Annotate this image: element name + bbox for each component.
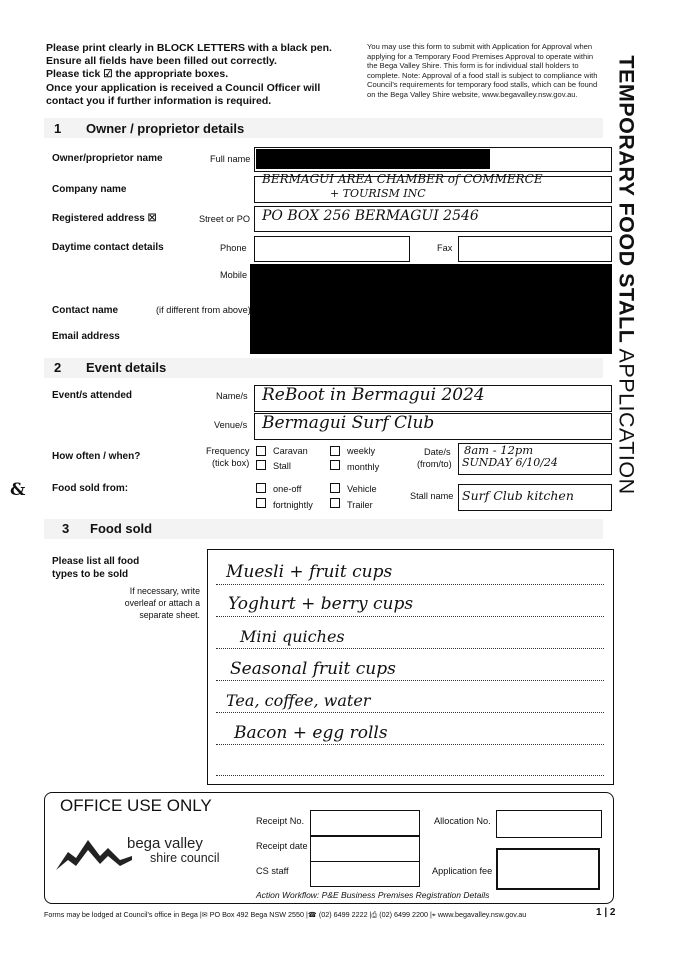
company-label: Company name [52, 184, 127, 195]
address-value: PO BOX 256 BERMAGUI 2546 [262, 208, 479, 224]
food-line [216, 584, 604, 585]
events-label: Event/s attended [52, 390, 133, 401]
event-name-value: ReBoot in Bermagui 2024 [262, 385, 485, 405]
food-sold-from-label: Food sold from: [52, 483, 129, 494]
oneoff-option: one-off [273, 484, 302, 494]
note-line: applying for a Temporary Food Premises Approval to operate within [367, 51, 594, 61]
council-logo-icon [54, 834, 134, 874]
food-list-label-1: Please list all food [52, 556, 140, 567]
address-label: Registered address ☒ [52, 213, 157, 224]
fortnightly-option: fortnightly [273, 500, 313, 510]
stall-checkbox[interactable] [256, 460, 266, 470]
section-1-number: 1 [54, 121, 62, 136]
tick-box-label: (tick box) [212, 458, 250, 468]
stall-option: Stall [273, 461, 291, 471]
contact-sub-label: (if different from above) [156, 305, 251, 315]
office-use-title: OFFICE USE ONLY [60, 796, 212, 815]
monthly-checkbox[interactable] [330, 460, 340, 470]
section-3-title: Food sold [90, 521, 153, 536]
redacted-name [256, 149, 490, 169]
cs-staff-field[interactable] [310, 861, 420, 887]
company-value-line2: + TOURISM INC [330, 187, 426, 200]
oneoff-checkbox[interactable] [256, 483, 266, 493]
food-item: Yoghurt + berry cups [228, 594, 414, 614]
instruction-line: Ensure all fields have been filled out correctly. [46, 55, 277, 68]
logo-line-2: shire council [150, 851, 220, 865]
weekly-checkbox[interactable] [330, 446, 340, 456]
vehicle-checkbox[interactable] [330, 483, 340, 493]
food-list-label-2: types to be sold [52, 569, 129, 580]
stall-name-label: Stall name [410, 491, 454, 501]
note-line: Council's requirements for temporary food stalls, which can be found [367, 80, 598, 90]
email-label: Email address [52, 331, 120, 342]
food-item: Mini quiches [240, 627, 345, 646]
fortnightly-checkbox[interactable] [256, 498, 266, 508]
caravan-checkbox[interactable] [256, 446, 266, 456]
from-to-label: (from/to) [417, 459, 452, 469]
instruction-line: contact you if further information is required. [46, 94, 272, 107]
allocation-no-field[interactable] [496, 810, 602, 838]
margin-mark: & [10, 480, 26, 500]
venue-value: Bermagui Surf Club [262, 413, 435, 433]
food-line [216, 712, 604, 713]
how-often-label: How often / when? [52, 451, 141, 462]
food-line [216, 616, 604, 617]
dates-value-line1: 8am - 12pm [464, 443, 534, 457]
contact-label: Contact name [52, 305, 119, 316]
vehicle-option: Vehicle [347, 484, 377, 494]
instruction-line: Once your application is received a Council Officer will [46, 81, 321, 94]
title-light: APPLICATION [614, 343, 639, 495]
phone-label: Phone [220, 243, 247, 253]
footer-contact: Forms may be lodged at Council's office in Bega |✉ PO Box 492 Bega NSW 2550 |☎ (02) 6499 2222 |⎙ (02) 6499 2200 |⌖ www.begavalley.nsw.gov.au [44, 910, 527, 919]
phone-field[interactable] [254, 236, 410, 262]
action-workflow: Action Workflow: P&E Business Premises Registration Details [256, 890, 490, 900]
names-label: Name/s [216, 391, 248, 401]
owner-label: Owner/proprietor name [52, 153, 163, 164]
food-line [216, 680, 604, 681]
venues-label: Venue/s [214, 420, 248, 430]
application-fee-label: Application fee [432, 866, 493, 876]
form-note [367, 42, 607, 100]
receipt-date-label: Receipt date [256, 841, 308, 851]
redacted-contact-block [250, 264, 612, 354]
page-number: 1 | 2 [596, 907, 616, 918]
food-item: Bacon + egg rolls [234, 723, 388, 743]
logo-line-1: bega valley [127, 835, 203, 852]
allocation-no-label: Allocation No. [434, 816, 491, 826]
stall-name-value: Surf Club kitchen [462, 488, 574, 503]
hint-line: overleaf or attach a [124, 598, 200, 608]
food-line [216, 775, 604, 776]
food-item: Seasonal fruit cups [230, 659, 396, 679]
section-2-number: 2 [54, 360, 62, 375]
instruction-line: Please print clearly in BLOCK LETTERS with a black pen. [46, 42, 332, 54]
food-item: Tea, coffee, water [226, 691, 371, 710]
trailer-checkbox[interactable] [330, 498, 340, 508]
daytime-label: Daytime contact details [52, 242, 164, 253]
receipt-no-field[interactable] [310, 810, 420, 836]
cs-staff-label: CS staff [256, 866, 289, 876]
dates-label: Date/s [424, 447, 451, 457]
instruction-line: Please tick ☑ the appropriate boxes. [46, 68, 229, 81]
title-bold: TEMPORARY FOOD STALL [614, 55, 639, 344]
receipt-no-label: Receipt No. [256, 816, 305, 826]
note-line: on the Bega Valley Shire website, www.begavalley.nsw.gov.au. [367, 89, 578, 99]
food-line [216, 648, 604, 649]
note-line: You may use this form to submit with Application for Approval when [367, 42, 593, 51]
weekly-option: weekly [347, 446, 376, 456]
mobile-label: Mobile [220, 270, 248, 280]
section-3-number: 3 [62, 521, 70, 536]
fax-label: Fax [437, 243, 453, 253]
full-name-label: Full name [210, 154, 251, 164]
company-value-line1: BERMAGUI AREA CHAMBER of COMMERCE [262, 172, 543, 186]
food-list-hint [125, 585, 200, 621]
application-fee-field[interactable] [496, 848, 600, 890]
frequency-label: Frequency [206, 446, 250, 456]
fax-field[interactable] [458, 236, 612, 262]
trailer-option: Trailer [347, 500, 373, 510]
hint-line: separate sheet. [139, 610, 200, 620]
instructions [46, 42, 332, 108]
section-2-title: Event details [86, 360, 167, 375]
hint-line: If necessary, write [129, 586, 200, 596]
receipt-date-field[interactable] [310, 836, 420, 862]
caravan-option: Caravan [273, 446, 308, 456]
note-line: complete. Note: Approval of a food stall is subject to compliance with [367, 70, 598, 80]
form-title-vertical [612, 40, 640, 510]
food-item: Muesli + fruit cups [226, 562, 393, 582]
monthly-option: monthly [347, 462, 380, 472]
food-line [216, 744, 604, 745]
note-line: the Bega Valley Shire. This form is for individual stall holders to [367, 61, 579, 71]
dates-value-line2: SUNDAY 6/10/24 [462, 456, 558, 469]
section-1-title: Owner / proprietor details [86, 121, 245, 136]
street-label: Street or PO [199, 214, 251, 224]
